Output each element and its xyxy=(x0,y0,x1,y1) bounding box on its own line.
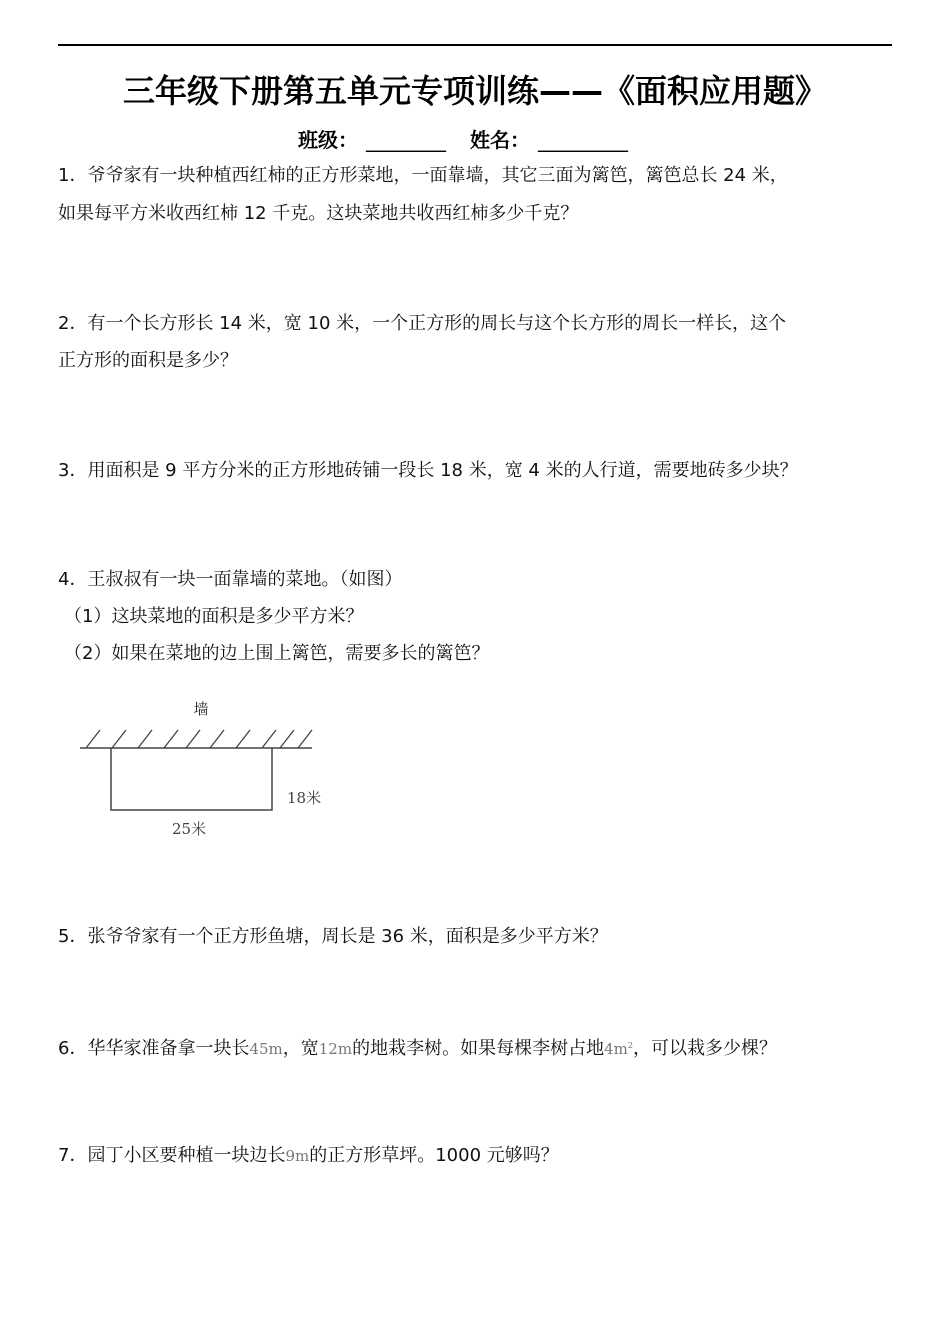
wall-hatching xyxy=(86,730,312,748)
q7-side-value: 9m xyxy=(285,1147,310,1165)
q7-text-a: 7．园丁小区要种植一块边长 xyxy=(58,1145,286,1166)
question-4-sub-2: （2）如果在菜地的边上围上篱笆，需要多长的篱笆？ xyxy=(64,643,490,664)
q6-width-value: 12m xyxy=(318,1040,353,1058)
q6-area-value xyxy=(604,1040,633,1058)
question-1-line-1: 1．爷爷家有一块种植西红柿的正方形菜地，一面靠墙，其它三面为篱笆，篱笆总长 24 米， xyxy=(58,165,788,186)
name-label: 姓名： xyxy=(470,128,530,152)
class-blank: ________ xyxy=(366,128,446,152)
q6-area-exponent: 2 xyxy=(627,1041,633,1050)
question-3-line-1: 3．用面积是 9 平方分米的正方形地砖铺一段长 18 米，宽 4 米的人行道，需要地砖多少块？ xyxy=(58,460,798,481)
q6-text-d: ，可以栽多少棵？ xyxy=(632,1038,777,1059)
question-6-line-1 xyxy=(58,1028,892,1067)
question-5-line-1: 5．张爷爷家有一个正方形鱼塘，周长是 36 米，面积是多少平方米？ xyxy=(58,926,608,947)
height-label: 18米 xyxy=(287,789,322,807)
q7-text-b: 的正方形草坪。1000 元够吗？ xyxy=(309,1145,559,1166)
student-info-line xyxy=(0,124,950,153)
question-4-sub-1: （1）这块菜地的面积是多少平方米？ xyxy=(64,606,364,627)
page-title: 三年级下册第五单元专项训练——《面积应用题》 xyxy=(122,72,827,110)
q6-text-a: 6．华华家准备拿一块长 xyxy=(58,1038,250,1059)
q6-text-c: 的地栽李树。如果每棵李树占地 xyxy=(352,1038,605,1059)
question-7-line-1 xyxy=(58,1138,892,1174)
garden-diagram xyxy=(76,690,346,850)
width-label: 25米 xyxy=(172,820,207,838)
question-4-line-1: 4．王叔叔有一块一面靠墙的菜地。（如图） xyxy=(58,569,403,590)
question-1-line-2: 如果每平方米收西红柿 12 千克。这块菜地共收西红柿多少千克？ xyxy=(58,203,579,224)
name-blank: _________ xyxy=(538,128,628,152)
q6-text-b: ，宽 xyxy=(282,1038,319,1059)
top-rule xyxy=(58,44,892,46)
wall-label: 墙 xyxy=(193,700,209,718)
question-2-line-1: 2．有一个长方形长 14 米，宽 10 米，一个正方形的周长与这个长方形的周长一样长，这个 xyxy=(58,313,787,334)
question-2-line-2: 正方形的面积是多少？ xyxy=(58,350,238,371)
class-label: 班级： xyxy=(298,128,358,152)
q6-area-number: 4m xyxy=(604,1040,628,1058)
q6-length-value: 45m xyxy=(249,1040,283,1058)
garden-outline xyxy=(111,748,272,810)
